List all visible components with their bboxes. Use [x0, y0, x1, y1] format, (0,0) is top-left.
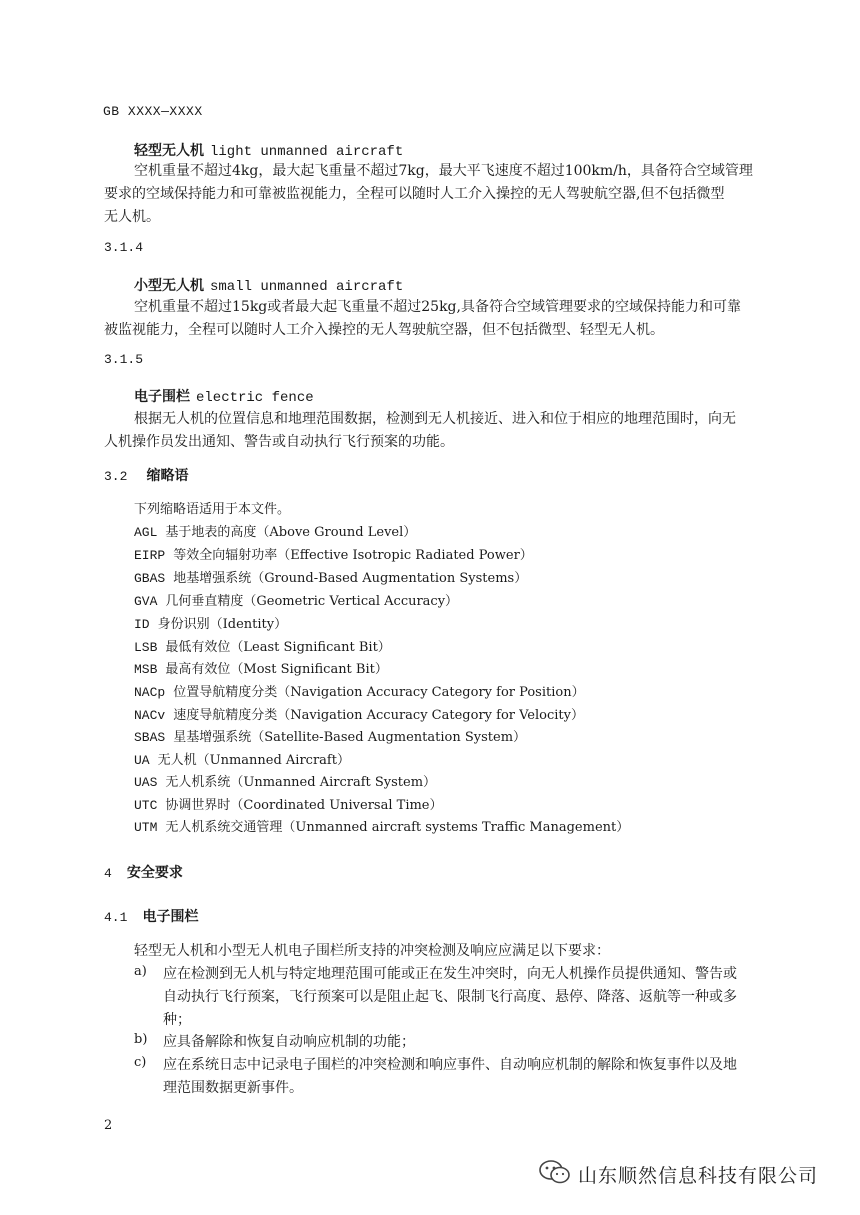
abbr-item — [134, 816, 629, 835]
list-line: 自动执行飞行预案，飞行预案可以是阻止起飞、限制飞行高度、悬停、降落、返航等一种或多 — [163, 989, 737, 1005]
list-label: c) — [134, 1055, 147, 1070]
term-line: 人机操作员发出通知、警告或自动执行飞行预案的功能。 — [104, 434, 454, 450]
abbr-key: NACp — [134, 685, 166, 700]
abbr-item — [134, 658, 388, 677]
abbr-text: 基于地表的高度（Above Ground Level） — [165, 525, 417, 540]
list-line: 应具备解除和恢复自动响应机制的功能； — [163, 1034, 415, 1050]
clause-number: 3.1.5 — [104, 352, 144, 367]
requirement-intro: 轻型无人机和小型无人机电子围栏所支持的冲突检测及响应应满足以下要求： — [134, 943, 610, 959]
abbr-key: UTM — [134, 820, 158, 835]
abbr-intro: 下列缩略语适用于本文件。 — [134, 502, 291, 517]
abbr-item — [134, 794, 443, 813]
term-line: 根据无人机的位置信息和地理范围数据，检测到无人机接近、进入和位于相应的地理范围时，向无 — [134, 411, 736, 427]
abbr-text: 无人机系统（Unmanned Aircraft System） — [165, 775, 437, 790]
list-label: a) — [134, 964, 147, 979]
term-line: 无人机。 — [104, 209, 160, 225]
abbr-item — [134, 749, 350, 768]
list-label: b) — [134, 1032, 148, 1047]
clause-number: 3.1.4 — [104, 240, 144, 255]
abbr-item — [134, 726, 526, 745]
term-line: 被监视能力，全程可以随时人工介入操控的无人驾驶航空器，但不包括微型、轻型无人机。 — [104, 322, 664, 338]
section-heading — [104, 465, 189, 485]
abbr-text: 最低有效位（Least Significant Bit） — [165, 640, 391, 655]
abbr-text: 星基增强系统（Satellite-Based Augmentation System） — [173, 730, 527, 745]
term-heading — [134, 275, 403, 295]
abbr-text: 无人机（Unmanned Aircraft） — [157, 753, 350, 768]
abbr-text: 几何垂直精度（Geometric Vertical Accuracy） — [165, 594, 459, 609]
section-title: 安全要求 — [126, 865, 183, 881]
abbr-key: GBAS — [134, 571, 166, 586]
watermark-text: 山东顺然信息科技有限公司 — [578, 1164, 819, 1187]
section-title: 电子围栏 — [142, 909, 199, 925]
abbr-item — [134, 544, 533, 563]
abbr-key: LSB — [134, 640, 158, 655]
list-line: 理范围数据更新事件。 — [163, 1080, 303, 1096]
abbr-key: UAS — [134, 775, 158, 790]
abbr-key: NACv — [134, 708, 166, 723]
term-en: electric fence — [196, 390, 314, 406]
abbr-text: 地基增强系统（Ground-Based Augmentation Systems） — [173, 571, 528, 586]
term-line: 空机重量不超过15kg或者最大起飞重量不超过25kg,具备符合空域管理要求的空域保持能力和可靠 — [134, 299, 741, 315]
abbr-item — [134, 590, 458, 609]
section-number: 4 — [104, 866, 112, 881]
list-line: 应在系统日志中记录电子围栏的冲突检测和响应事件、自动响应机制的解除和恢复事件以及地 — [163, 1057, 737, 1073]
abbr-text: 无人机系统交通管理（Unmanned aircraft systems Traffic Management） — [165, 820, 630, 835]
abbr-key: SBAS — [134, 730, 166, 745]
abbr-item — [134, 681, 585, 700]
abbr-item — [134, 704, 584, 723]
abbr-item — [134, 567, 527, 586]
abbr-item — [134, 636, 391, 655]
section-title: 缩略语 — [146, 468, 189, 484]
term-line: 空机重量不超过4kg，最大起飞重量不超过7kg，最大平飞速度不超过100km/h，具备符合空域管理 — [134, 163, 753, 179]
abbr-text: 身份识别（Identity） — [157, 617, 288, 632]
abbr-text: 等效全向辐射功率（Effective Isotropic Radiated Power） — [173, 548, 533, 563]
watermark — [538, 1158, 818, 1190]
abbr-text: 速度导航精度分类（Navigation Accuracy Category for Velocity） — [173, 708, 584, 723]
section-number: 4.1 — [104, 910, 128, 925]
doc-code: GB XXXX—XXXX — [103, 104, 203, 119]
term-line: 要求的空域保持能力和可靠被监视能力，全程可以随时人工介入操控的无人驾驶航空器,但不包括微型 — [104, 186, 725, 202]
term-zh: 电子围栏 — [134, 389, 190, 405]
term-zh: 轻型无人机 — [134, 143, 204, 159]
wechat-icon — [538, 1158, 572, 1190]
abbr-key: AGL — [134, 525, 158, 540]
abbr-text: 位置导航精度分类（Navigation Accuracy Category for Position） — [173, 685, 585, 700]
abbr-item — [134, 613, 287, 632]
abbr-key: ID — [134, 617, 150, 632]
abbr-key: UA — [134, 753, 150, 768]
abbr-key: UTC — [134, 798, 158, 813]
abbr-key: MSB — [134, 662, 158, 677]
section-heading — [104, 906, 199, 926]
section-heading — [104, 862, 183, 882]
term-heading — [134, 386, 314, 406]
abbr-text: 协调世界时（Coordinated Universal Time） — [165, 798, 443, 813]
abbr-key: GVA — [134, 594, 158, 609]
abbr-item — [134, 521, 416, 540]
section-number: 3.2 — [104, 469, 128, 484]
term-en: small unmanned aircraft — [210, 279, 404, 295]
abbr-text: 最高有效位（Most Significant Bit） — [165, 662, 388, 677]
abbr-key: EIRP — [134, 548, 166, 563]
abbr-item — [134, 771, 436, 790]
list-line: 种； — [163, 1012, 191, 1028]
term-heading — [134, 140, 403, 160]
term-zh: 小型无人机 — [134, 278, 204, 294]
list-line: 应在检测到无人机与特定地理范围可能或正在发生冲突时，向无人机操作员提供通知、警告或 — [163, 966, 737, 982]
term-en: light unmanned aircraft — [210, 144, 404, 160]
page-number: 2 — [104, 1118, 113, 1133]
